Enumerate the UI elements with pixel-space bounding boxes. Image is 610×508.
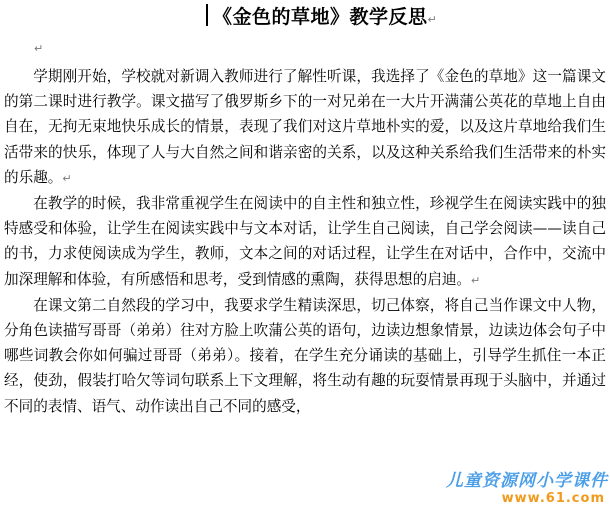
paragraph-3-text: 在课文第二自然段的学习中，我要求学生精读深思，切己体察，将自己当作课文中人物，分角色读描写哥哥（弟弟）往对方脸上吹蒲公英的语句，边读边想象情景，边读边体会句子中哪些词教会你如何骗过哥哥（弟弟）。接着，在学生充分诵读的基础上，引导学生抓住一本正经，使劲，假装打哈欠等词句联系上下文理解，将生动有趣的玩耍情景再现于头脑中，并通过不同的表情、语气、动作读出自己不同的感受，	[4, 296, 606, 415]
paragraph-2	[4, 191, 606, 293]
watermark-url: www.61.com	[499, 491, 608, 506]
document-body	[4, 64, 606, 419]
paragraph-mark-icon: ↵	[427, 13, 438, 26]
paragraph-3	[4, 293, 606, 419]
paragraph-2-text: 在教学的时候，我非常重视学生在阅读中的自主性和独立性，珍视学生在阅读实践中的独特感受和体验，让学生在阅读实践中与文本对话，让学生自己阅读，自己学会阅读——读自己的书，力求使阅读成为学生，教师，文本之间的对话过程，让学生在对话中，合作中，交流中加深理解和体验，有所感悟和思考，受到情感的熏陶，获得思想的启迪。	[4, 195, 606, 288]
page-title	[213, 2, 437, 29]
title-text: 《金色的草地》教学反思	[213, 6, 428, 28]
empty-line-paragraph-mark-icon: ↵	[34, 42, 44, 55]
paragraph-mark-icon: ↵	[62, 171, 72, 185]
paragraph-1	[4, 64, 606, 191]
title-left-border	[206, 4, 208, 26]
watermark-site-name: 儿童资源网小学课件	[446, 471, 608, 491]
paragraph-mark-icon: ↵	[471, 273, 481, 287]
paragraph-1-text: 学期刚开始，学校就对新调入教师进行了解性听课，我选择了《金色的草地》这一篇课文的第二课时进行教学。课文描写了俄罗斯乡下的一对兄弟在一大片开满蒲公英花的草地上自由自在，无拘无束地快乐成长的情景，表现了我们对这片草地朴实的爱，以及这片草地给我们生活带来的快乐，体现了人与大自然之间和谐亲密的关系，以及这种关系给我们生活带来的朴实的乐趣。	[4, 68, 606, 186]
title-row	[0, 0, 610, 32]
site-watermark	[446, 466, 608, 506]
